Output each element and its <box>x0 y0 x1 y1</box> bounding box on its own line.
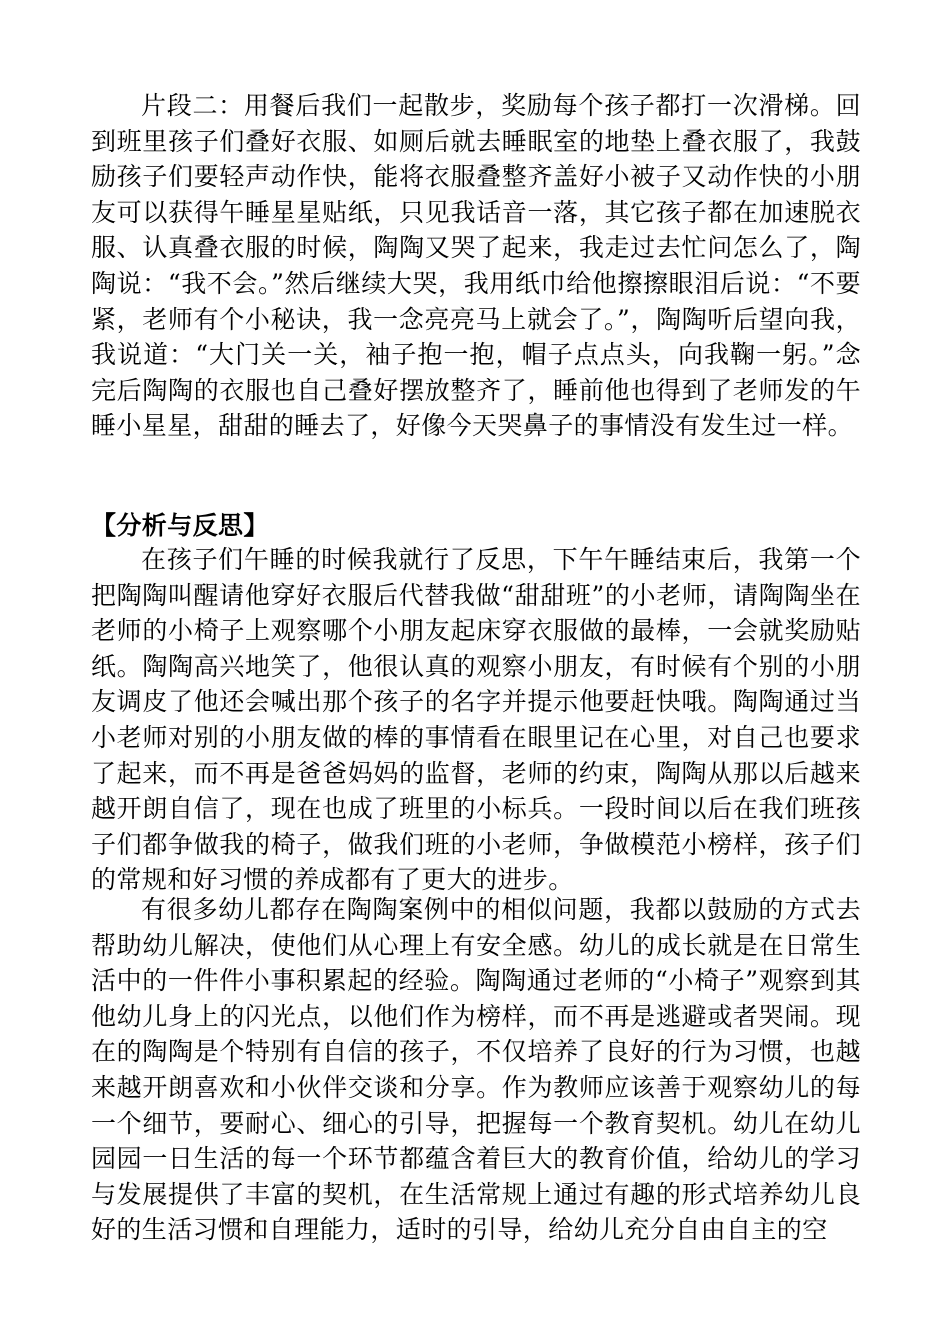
paragraph-fragment-two: 片段二：用餐后我们一起散步，奖励每个孩子都打一次滑梯。回到班里孩子们叠好衣服、如厕后就去睡眠室的地垫上叠衣服了，我鼓励孩子们要轻声动作快，能将衣服叠整齐盖好小被子又动作快的小朋友可以获得午睡星星贴纸，只见我话音一落，其它孩子都在加速脱衣服、认真叠衣服的时候，陶陶又哭了起来，我走过去忙问怎么了，陶陶说：“我不会。”然后继续大哭，我用纸巾给他擦擦眼泪后说：“不要紧，老师有个小秘诀，我一念亮亮马上就会了。”，陶陶听后望向我，我说道：“大门关一关，袖子抱一抱，帽子点点头，向我鞠一躬。”念完后陶陶的衣服也自己叠好摆放整齐了，睡前他也得到了老师发的午睡小星星，甜甜的睡去了，好像今天哭鼻子的事情没有发生过一样。 <box>91 91 861 441</box>
paragraph-reflection-two: 有很多幼儿都存在陶陶案例中的相似问题，我都以鼓励的方式去帮助幼儿解决，使他们从心理上有安全感。幼儿的成长就是在日常生活中的一件件小事积累起的经验。陶陶通过老师的“小椅子”观察到其他幼儿身上的闪光点，以他们作为榜样，而不再是逃避或者哭闹。现在的陶陶是个特别有自信的孩子，不仅培养了良好的行为习惯，也越来越开朗喜欢和小伙伴交谈和分享。作为教师应该善于观察幼儿的每一个细节，要耐心、细心的引导，把握每一个教育契机。幼儿在幼儿园园一日生活的每一个环节都蕴含着巨大的教育价值，给幼儿的学习与发展提供了丰富的契机，在生活常规上通过有趣的形式培养幼儿良好的生活习惯和自理能力，适时的引导，给幼儿充分自由自主的空 <box>91 895 861 1245</box>
paragraph-reflection-one: 在孩子们午睡的时候我就行了反思，下午午睡结束后，我第一个把陶陶叫醒请他穿好衣服后代替我做“甜甜班”的小老师，请陶陶坐在老师的小椅子上观察哪个小朋友起床穿衣服做的最棒，一会就奖励贴纸。陶陶高兴地笑了，他很认真的观察小朋友，有时候有个别的小朋友调皮了他还会喊出那个孩子的名字并提示他要赶快哦。陶陶通过当小老师对别的小朋友做的棒的事情看在眼里记在心里，对自己也要求了起来，而不再是爸爸妈妈的监督，老师的约束，陶陶从那以后越来越开朗自信了，现在也成了班里的小标兵。一段时间以后在我们班孩子们都争做我的椅子，做我们班的小老师，争做模范小榜样，孩子们的常规和好习惯的养成都有了更大的进步。 <box>91 545 861 895</box>
section-heading-analysis-reflection: 【分析与反思】 <box>91 511 269 540</box>
